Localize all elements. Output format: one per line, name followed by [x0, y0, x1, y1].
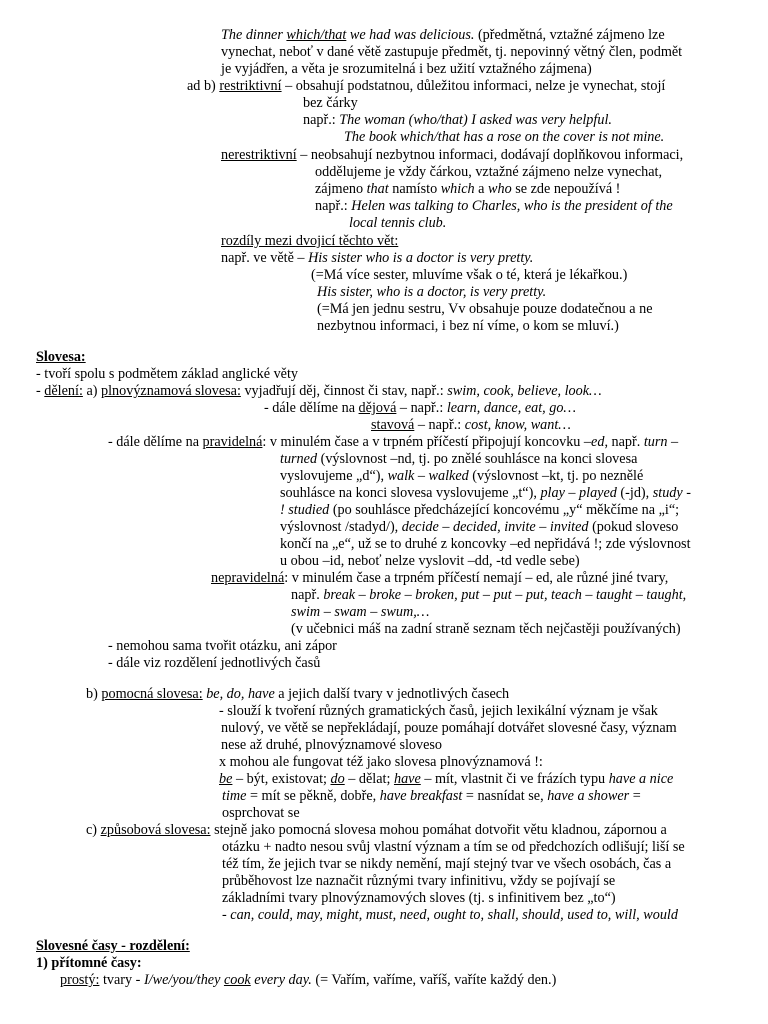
text-line: rozdíly mezi dvojicí těchto vět: [221, 233, 399, 249]
text-line: oddělujeme je vždy čárkou, vztažné zájmeno nelze vynechat, [315, 164, 663, 180]
text-line: stavová – např.: cost, know, want… [371, 417, 571, 433]
text-line: (=Má jen jednu sestru, Vv obsahuje pouze dodatečnou a ne [317, 301, 653, 317]
text-line: - slouží k tvoření různých gramatických časů, jejich lexikální význam je však [219, 703, 658, 719]
text-line: prostý: tvary - I/we/you/they cook every day. (= Vařím, vaříme, vaříš, vaříte každý den.) [60, 972, 557, 988]
text-line: bez čárky [303, 95, 358, 111]
text-line: otázku + nadto nesou svůj vlastní význam a tím se od předchozích odlišují; liší se [222, 839, 685, 855]
text-line: např. break – broke – broken, put – put – put, teach – taught – taught, [291, 587, 687, 603]
text-line: (=Má více sester, mluvíme však o té, která je lékařkou.) [311, 267, 628, 283]
text-line: nulový, ve větě se nepřekládají, pouze pomáhají dotvářet slovesné časy, význam [221, 720, 677, 736]
text-line: vynechat, neboť v dané větě zastupuje předmět, tj. nepovinný větný člen, podmět [221, 44, 683, 60]
text-line: The book which/that has a rose on the cover is not mine. [344, 129, 665, 145]
text-line: His sister, who is a doctor, is very pretty. [317, 284, 547, 300]
text-line: zájmeno that namísto which a who se zde nepoužívá ! [315, 181, 621, 197]
text-line: končí na „e“, už se to druhé z koncovky –ed nepřidává !; zde výslovnost [280, 536, 691, 552]
text-line: vyslovujeme „d“), walk – walked (výslovnost –kt, tj. po neznělé [280, 468, 644, 484]
text-line: nerestriktivní – neobsahují nezbytnou informaci, dodávají doplňkovou informaci, [221, 147, 684, 163]
text-line: nezbytnou informaci, i bez ní víme, o kom se mluví.) [317, 318, 619, 334]
text-line: turned (výslovnost –nd, tj. po znělé souhlásce na konci slovesa [280, 451, 638, 467]
text-line: průběhovost lze naznačit různými tvary infinitivu, vždy se pojívají se [222, 873, 616, 889]
term-nonrestrictive: nerestriktivní [221, 147, 297, 163]
text-line: nepravidelná: v minulém čase a trpném příčestí nemají – ed, ale různé jiné tvary, [211, 570, 669, 586]
text-line: b) pomocná slovesa: be, do, have a jejich další tvary v jednotlivých časech [86, 686, 510, 702]
text-line: např. ve větě – His sister who is a doctor is very pretty. [221, 250, 534, 266]
text-line: souhlásce na konci slovesa vyslovujeme „t“), play – played (-jd), study - [280, 485, 691, 501]
text-line: u obou –id, neboť nelze vyslovit –dd, -td vedle sebe) [280, 553, 580, 569]
text-line: c) způsobová slovesa: stejně jako pomocná slovesa mohou pomáhat dotvořit větu kladnou, zápornou a [86, 822, 667, 838]
text-line: time = mít se pěkně, dobře, have breakfast = nasnídat se, have a shower = [222, 788, 641, 804]
text-line: výslovnost /stadyd/), decide – decided, invite – invited (pokud sloveso [280, 519, 679, 535]
text-line: - dále dělíme na dějová – např.: learn, dance, eat, go… [264, 400, 577, 416]
section-heading: Slovesa: [36, 349, 86, 365]
section-heading: Slovesné časy - rozdělení: [36, 938, 190, 954]
text-line: - can, could, may, might, must, need, ought to, shall, should, used to, will, would [222, 907, 678, 923]
term-restrictive: restriktivní [219, 78, 282, 94]
text-line: je vyjádřen, a věta je srozumitelná i bez užití vztažného zájmena) [221, 61, 592, 77]
text-line: (v učebnici máš na zadní straně seznam těch nejčastěji používaných) [291, 621, 681, 637]
text-line: be – být, existovat; do – dělat; have – mít, vlastnit či ve frázích typu have a nice [219, 771, 674, 787]
text-line: - tvoří spolu s podmětem základ anglické věty [36, 366, 299, 382]
text-line: např.: The woman (who/that) I asked was very helpful. [303, 112, 612, 128]
text-line: - nemohou sama tvořit otázku, ani zápor [108, 638, 337, 654]
text-line: základními tvary plnovýznamových sloves (tj. s infinitivem bez „to“) [222, 890, 616, 906]
text-line: ad b) restriktivní – obsahují podstatnou, důležitou informaci, nelze je vynechat, stojí [187, 78, 666, 94]
text-line: x mohou ale fungovat též jako slovesa plnovýznamová !: [219, 754, 543, 770]
text-line: např.: Helen was talking to Charles, who is the president of the [315, 198, 673, 214]
text-line: osprchovat se [222, 805, 300, 821]
text-line: - dále dělíme na pravidelná: v minulém čase a v trpném příčestí připojují koncovku –ed, např. turn – [108, 434, 679, 450]
text-line: - dále viz rozdělení jednotlivých časů [108, 655, 321, 671]
text-line: ! studied (po souhlásce předcházející koncovému „y“ měkčíme na „i“; [280, 502, 680, 518]
text-line: též tím, že jejich tvar se nikdy nemění, mají stejný tvar ve všech osobách, čas a [222, 856, 672, 872]
text-line: nese až druhé, plnovýznamové sloveso [221, 737, 443, 753]
text-line: local tennis club. [349, 215, 447, 231]
subsection-heading: 1) přítomné časy: [36, 955, 142, 971]
text-line: The dinner which/that we had was delicious. (předmětná, vztažné zájmeno lze [221, 27, 665, 43]
text-line: - dělení: a) plnovýznamová slovesa: vyjadřují děj, činnost či stav, např.: swim, cook, believe, look… [36, 383, 602, 399]
text-line: swim – swam – swum,… [291, 604, 430, 620]
